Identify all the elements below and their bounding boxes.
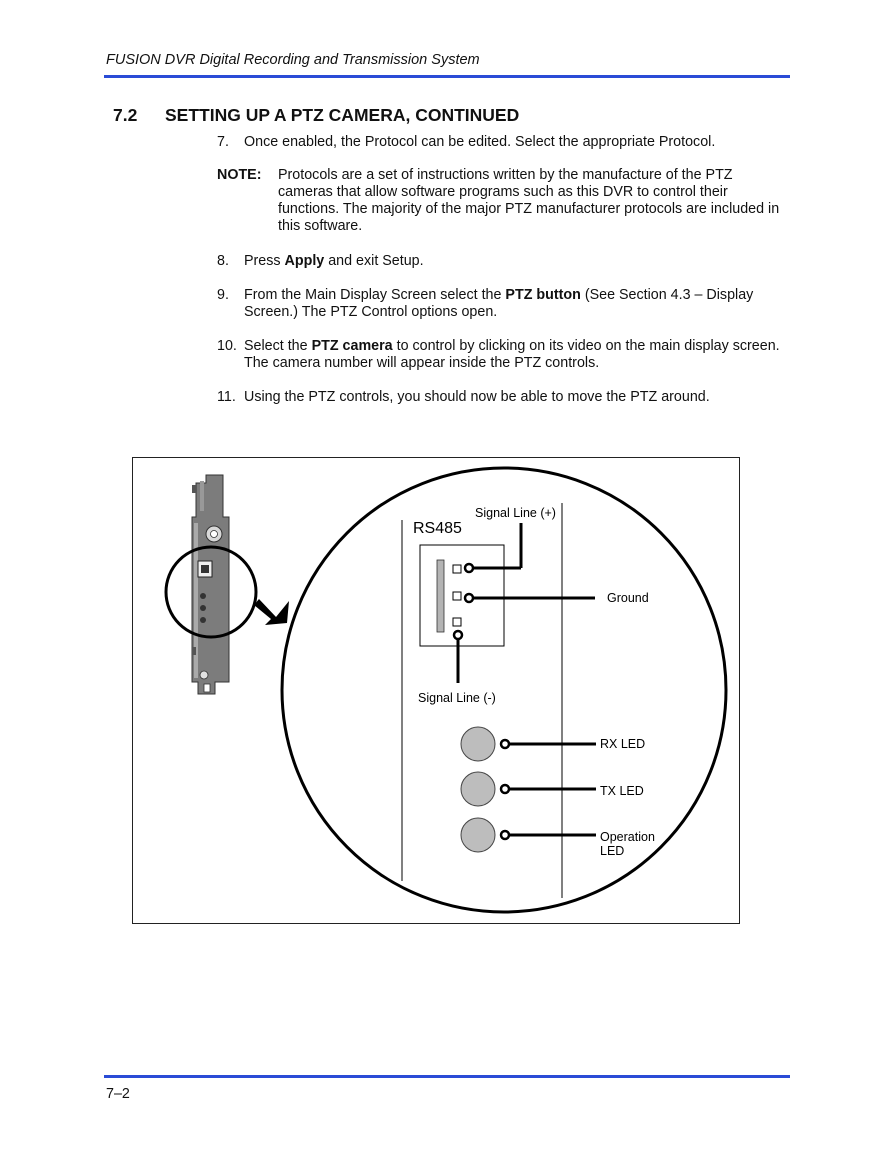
terminal-dot xyxy=(501,831,509,839)
terminal-dot xyxy=(501,740,509,748)
pin-square xyxy=(453,618,461,626)
operation-led-icon xyxy=(461,818,495,852)
step-text xyxy=(244,389,787,406)
pin-square xyxy=(453,565,461,573)
step-text-part: Press xyxy=(244,253,285,269)
note-label: NOTE: xyxy=(217,167,262,183)
terminal-dot xyxy=(454,631,462,639)
step-text xyxy=(244,253,787,270)
step-number: 7. xyxy=(217,134,229,150)
step-number: 10. xyxy=(217,338,237,354)
section-number: 7.2 xyxy=(113,105,138,125)
tx-led-icon xyxy=(461,772,495,806)
step-text-part: (See Section 4.3 – Display Screen.) The PTZ Control options open. xyxy=(244,287,754,320)
rs485-diagram xyxy=(132,457,740,924)
step-text-part: Select the xyxy=(244,338,312,354)
rs485-wiring-figure xyxy=(132,457,740,924)
step-number: 11. xyxy=(217,389,236,405)
step-text-bold: Apply xyxy=(284,253,325,269)
zoom-circle xyxy=(282,468,726,912)
step-text-part: to control by clicking on its video on the main display screen. The camera number will appear inside the PTZ controls. xyxy=(244,338,780,371)
step-text-bold: PTZ button xyxy=(505,287,581,303)
header-rule xyxy=(104,75,790,78)
rx-led-icon xyxy=(461,727,495,761)
step-number: 9. xyxy=(217,287,229,303)
operation-led-label-line2: LED xyxy=(600,844,625,858)
card-bracket-illustration xyxy=(192,475,229,694)
terminal-dot xyxy=(465,594,473,602)
running-header: FUSION DVR Digital Recording and Transmission System xyxy=(106,52,480,68)
step-text xyxy=(244,134,787,151)
rs485-label: RS485 xyxy=(413,520,462,537)
rx-led-label: RX LED xyxy=(600,737,646,751)
step-text-part: and exit Setup. xyxy=(324,253,424,269)
step-text-part: Using the PTZ controls, you should now be able to move the PTZ around. xyxy=(244,389,710,405)
terminal-dot xyxy=(501,785,509,793)
operation-led-label-line1: Operation xyxy=(600,830,655,844)
section-title: SETTING UP A PTZ CAMERA, CONTINUED xyxy=(165,105,520,125)
step-7 xyxy=(217,134,787,151)
step-8 xyxy=(217,253,787,270)
step-text-bold: PTZ camera xyxy=(311,338,393,354)
connector-strip xyxy=(437,560,444,632)
step-9 xyxy=(217,287,787,321)
step-10 xyxy=(217,338,787,372)
note-text: Protocols are a set of instructions written by the manufacture of the PTZ cameras that allow software programs such as this DVR to control their functions. The majority of the major PTZ manufacturer protocols are included in this software. xyxy=(278,167,780,234)
pin-square xyxy=(453,592,461,600)
step-text-part: Once enabled, the Protocol can be edited. Select the appropriate Protocol. xyxy=(244,134,716,150)
step-text xyxy=(244,287,787,321)
step-text xyxy=(244,338,787,372)
rs485-connector xyxy=(420,545,504,646)
step-text-part: From the Main Display Screen select the xyxy=(244,287,506,303)
step-11 xyxy=(217,389,787,406)
page-number: 7–2 xyxy=(106,1086,130,1102)
footer-rule xyxy=(104,1075,790,1078)
step-number: 8. xyxy=(217,253,229,269)
signal-plus-label: Signal Line (+) xyxy=(475,506,556,520)
signal-minus-label: Signal Line (-) xyxy=(418,691,496,705)
tx-led-label: TX LED xyxy=(600,784,644,798)
note xyxy=(217,167,787,235)
ground-label: Ground xyxy=(607,591,649,605)
terminal-dot xyxy=(465,564,473,572)
